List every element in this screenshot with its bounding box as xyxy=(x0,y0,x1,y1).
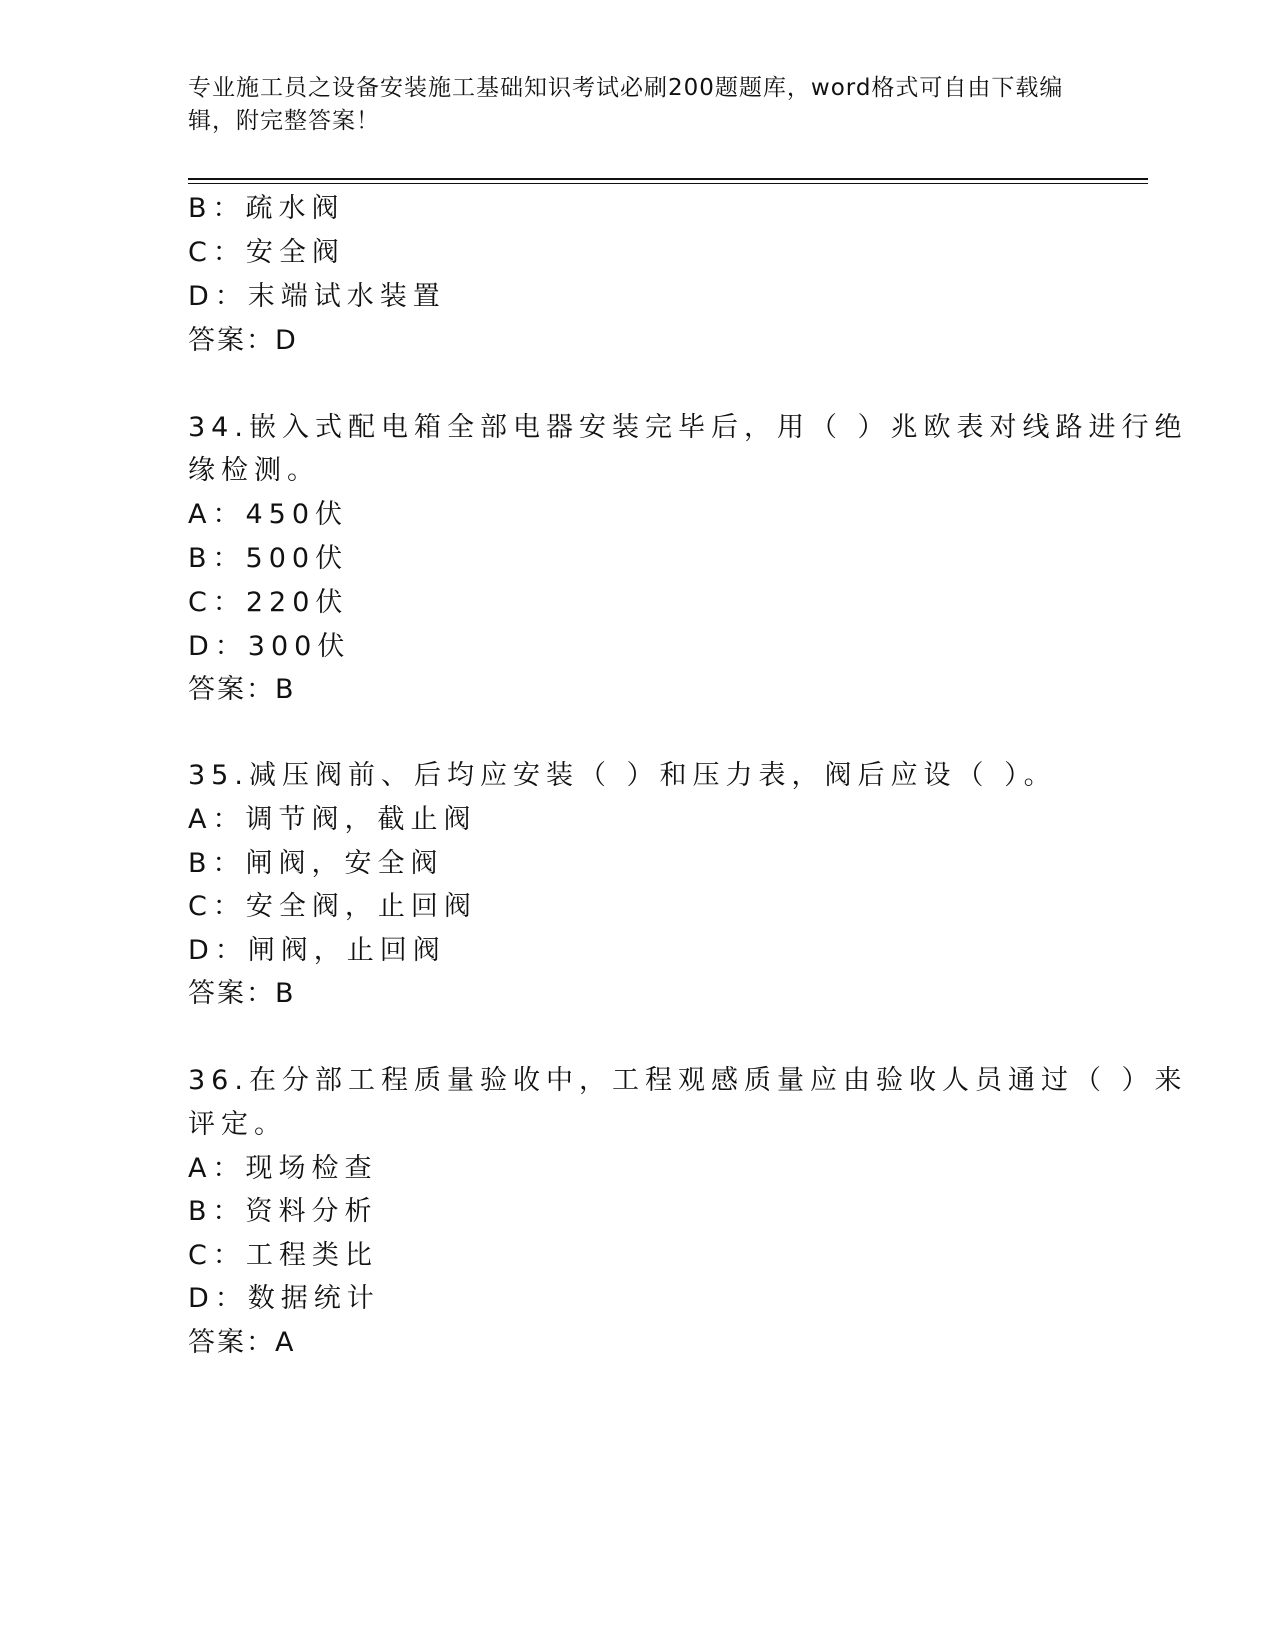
option-d: D：末端试水装置 xyxy=(188,281,446,312)
header-divider-thin xyxy=(188,183,1148,184)
option-a: A：现场检查 xyxy=(188,1153,378,1184)
option-d: D：300伏 xyxy=(188,631,351,662)
question-36-stem: 36.在分部工程质量验收中，工程观感质量应由验收人员通过（ ）来 xyxy=(188,1065,1188,1096)
option-b: B：疏水阀 xyxy=(188,193,345,224)
option-d: D：数据统计 xyxy=(188,1283,380,1314)
answer-line: 答案：B xyxy=(188,674,296,705)
option-a: A：调节阀，截止阀 xyxy=(188,804,477,835)
answer-line: 答案：B xyxy=(188,978,296,1009)
option-d: D：闸阀，止回阀 xyxy=(188,935,446,966)
option-c: C：安全阀，止回阀 xyxy=(188,891,477,922)
question-35-stem: 35.减压阀前、后均应安装（ ）和压力表，阀后应设（ ）。 xyxy=(188,760,1057,791)
question-34-stem: 34.嵌入式配电箱全部电器安装完毕后，用（ ）兆欧表对线路进行绝 xyxy=(188,412,1188,443)
option-c: C：安全阀 xyxy=(188,237,345,268)
answer-line: 答案：A xyxy=(188,1327,296,1358)
document-header-title: 专业施工员之设备安装施工基础知识考试必刷200题题库，word格式可自由下载编辑，附完整答案！ xyxy=(188,75,1064,134)
option-c: C：工程类比 xyxy=(188,1240,378,1271)
option-b: B：资料分析 xyxy=(188,1196,378,1227)
question-34-stem-cont: 缘检测。 xyxy=(188,455,320,486)
option-b: B：500伏 xyxy=(188,543,349,574)
header-divider-thick xyxy=(188,178,1148,180)
option-b: B：闸阀，安全阀 xyxy=(188,848,444,879)
option-a: A：450伏 xyxy=(188,499,349,530)
option-c: C：220伏 xyxy=(188,587,349,618)
answer-line: 答案：D xyxy=(188,325,298,356)
question-36-stem-cont: 评定。 xyxy=(188,1109,287,1140)
